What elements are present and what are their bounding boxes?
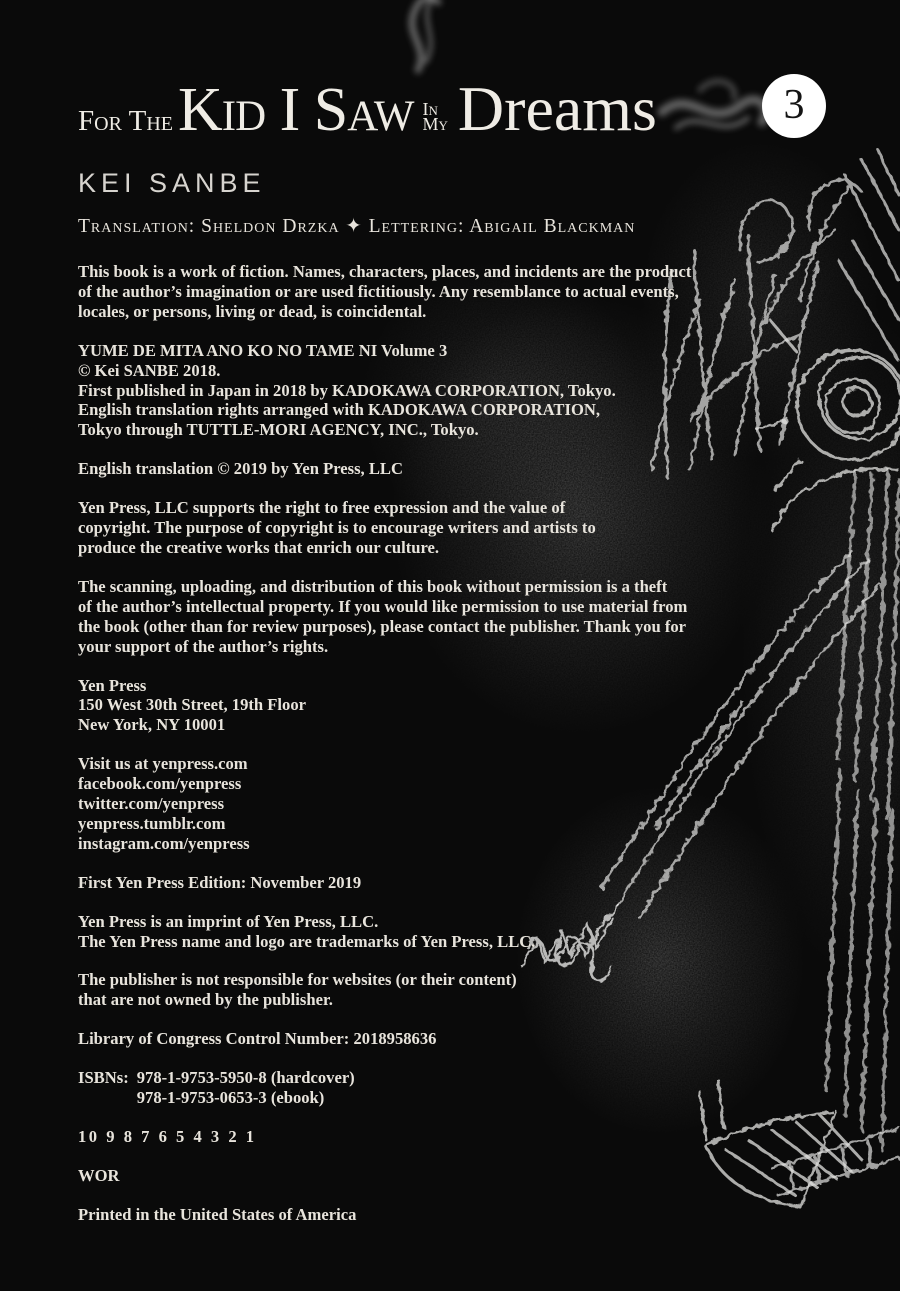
printer-code: WOR: [78, 1165, 120, 1185]
colophon: [78, 262, 738, 1225]
title-part-dreams: Dreams: [457, 73, 657, 144]
volume-number: 3: [783, 82, 805, 128]
printed-in-line: Printed in the United States of America: [78, 1204, 357, 1224]
publisher-address: Yen Press 150 West 30th Street, 19th Floor New York, NY 10001: [78, 675, 306, 735]
piracy-notice: The scanning, uploading, and distribution of this book without permission is a theft of the author’s intellectual property. If you would like permission to use material from the book (other than for review purposes), please contact the publisher. Thank you for your support of the author’s rights.: [78, 576, 688, 656]
copyright-support-notice: Yen Press, LLC supports the right to free expression and the value of copyright. The purpose of copyright is to encourage writers and artists to produce the creative works that enrich our culture.: [78, 498, 596, 557]
first-edition-line: First Yen Press Edition: November 2019: [78, 872, 362, 892]
masthead: [0, 0, 900, 238]
isbn-block: [78, 1068, 738, 1108]
title-part-kid-i-saw: Kid I Saw: [178, 76, 414, 144]
publisher-links: Visit us at yenpress.com facebook.com/yenpress twitter.com/yenpress yenpress.tumblr.com instagram.com/yenpress: [78, 754, 250, 853]
website-disclaimer: The publisher is not responsible for websites (or their content) that are not owned by the publisher.: [78, 970, 517, 1010]
isbn-numbers: [137, 1068, 355, 1108]
author-name: KEI SANBE: [78, 168, 266, 198]
title-word-in: In: [422, 99, 438, 119]
translation-lettering-credits: Translation: Sheldon Drzka ✦ Lettering: Abigail Blackman: [78, 216, 636, 237]
title-part-for-the: For The: [78, 105, 174, 137]
volume-number-badge: [762, 74, 826, 138]
title-word-my: My: [422, 114, 448, 134]
imprint-notice: Yen Press is an imprint of Yen Press, LLC. The Yen Press name and logo are trademarks of Yen Press, LLC.: [78, 911, 536, 951]
english-translation-copyright: English translation © 2019 by Yen Press, LLC: [78, 459, 403, 479]
original-edition-notice: YUME DE MITA ANO KO NO TAME NI Volume 3 © Kei SANBE 2018. First published in Japan in 2018 by KADOKAWA CORPORATION, Tokyo. English translation rights arranged with KADOKAWA CORPORATION, Tokyo through TUTTLE-MORI AGENCY, INC., Tokyo.: [78, 340, 616, 440]
print-run-line: 10 9 8 7 6 5 4 3 2 1: [78, 1127, 257, 1146]
title-part-in-my: [422, 99, 448, 134]
isbn-hardcover: 978-1-9753-5950-8 (hardcover): [136, 1068, 355, 1088]
isbn-ebook: 978-1-9753-0653-3 (ebook): [136, 1088, 325, 1108]
lccn-line: Library of Congress Control Number: 2018958636: [78, 1029, 437, 1049]
fiction-disclaimer: This book is a work of fiction. Names, characters, places, and incidents are the product of the author’s imagination or are used fictitiously. Any resemblance to actual events, locales, or persons, living or dead, is coincidental.: [78, 262, 692, 321]
isbn-label: ISBNs:: [78, 1068, 129, 1088]
